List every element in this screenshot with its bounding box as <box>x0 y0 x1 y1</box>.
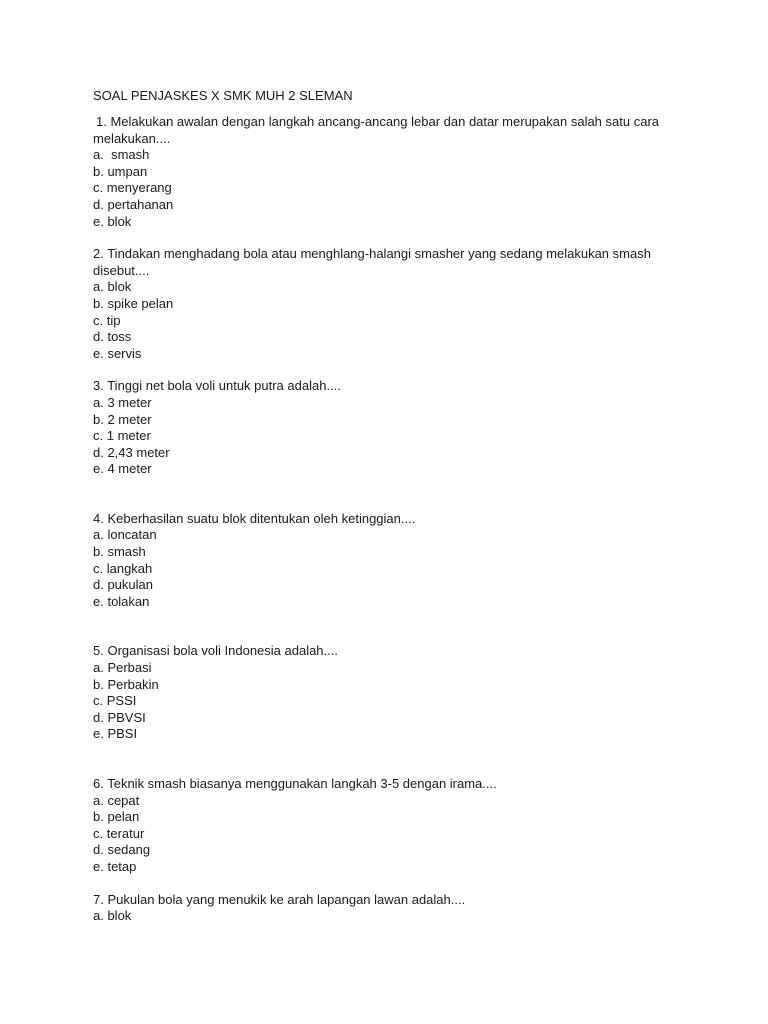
option-a: a. blok <box>93 908 132 924</box>
option-b: b. spike pelan <box>93 295 174 311</box>
question-text: 7. Pukulan bola yang menukik ke arah lapangan lawan adalah.... <box>93 891 466 907</box>
option-c: c. 1 meter <box>93 428 151 444</box>
question-2 <box>93 246 693 362</box>
option-d: d. toss <box>93 329 132 345</box>
document-title: SOAL PENJASKES X SMK MUH 2 SLEMAN <box>93 88 353 103</box>
option-a: a. blok <box>93 279 132 295</box>
question-text: 1. Melakukan awalan dengan langkah ancang-ancang lebar dan datar merupakan salah satu cara melakukan.... <box>93 114 663 146</box>
spacer <box>93 230 693 246</box>
option-d: d. pertahanan <box>93 196 174 212</box>
question-7 <box>93 892 693 925</box>
question-4 <box>93 511 693 611</box>
option-b: b. 2 meter <box>93 411 152 427</box>
option-d: d. 2,43 meter <box>93 444 170 460</box>
option-c: c. teratur <box>93 825 145 841</box>
document-page <box>93 87 693 925</box>
option-d: d. pukulan <box>93 577 153 593</box>
spacer <box>93 362 693 378</box>
option-b: b. Perbakin <box>93 676 159 692</box>
option-d: d. PBVSI <box>93 709 146 725</box>
option-e: e. 4 meter <box>93 461 152 477</box>
question-1 <box>93 114 693 230</box>
question-text: 3. Tinggi net bola voli untuk putra adalah.... <box>93 378 341 394</box>
option-b: b. pelan <box>93 809 140 825</box>
option-e: e. blok <box>93 213 132 229</box>
spacer <box>93 743 693 776</box>
option-e: e. PBSI <box>93 726 138 742</box>
question-text: 6. Teknik smash biasanya menggunakan langkah 3-5 dengan irama.... <box>93 776 497 791</box>
option-a: a. smash <box>93 147 150 163</box>
option-a: a. cepat <box>93 792 140 808</box>
option-b: b. smash <box>93 544 146 560</box>
option-e: e. servis <box>93 345 142 361</box>
option-a: a. Perbasi <box>93 660 152 676</box>
option-a: a. 3 meter <box>93 394 152 410</box>
option-c: c. langkah <box>93 560 153 576</box>
question-5 <box>93 643 693 743</box>
question-3 <box>93 378 693 478</box>
option-e: e. tetap <box>93 858 137 874</box>
spacer <box>93 478 693 511</box>
option-c: c. menyerang <box>93 180 172 196</box>
option-a: a. loncatan <box>93 527 157 543</box>
question-text: 5. Organisasi bola voli Indonesia adalah.... <box>93 643 338 659</box>
option-d: d. sedang <box>93 842 151 858</box>
question-text: 2. Tindakan menghadang bola atau menghlang-halangi smasher yang sedang melakukan smash disebut.... <box>93 246 655 278</box>
option-c: c. PSSI <box>93 693 137 709</box>
question-6 <box>93 776 693 876</box>
question-text: 4. Keberhasilan suatu blok ditentukan oleh ketinggian.... <box>93 510 416 526</box>
option-c: c. tip <box>93 312 121 328</box>
spacer <box>93 876 693 892</box>
spacer <box>93 610 693 643</box>
option-b: b. umpan <box>93 163 148 179</box>
option-e: e. tolakan <box>93 593 150 609</box>
